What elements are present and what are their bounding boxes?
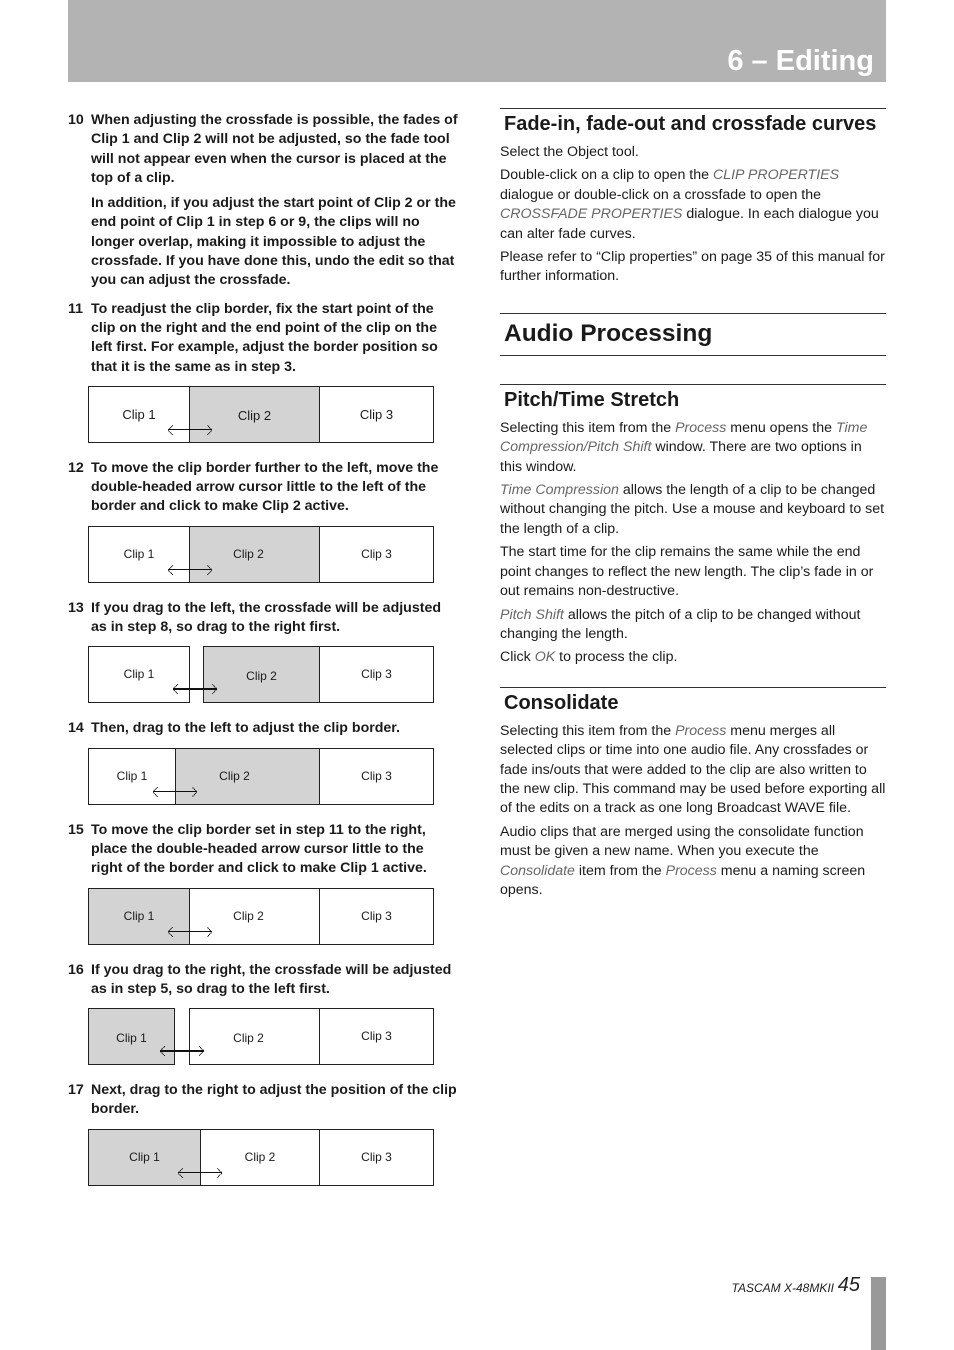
pitch-shift-term: Pitch Shift [500, 606, 564, 623]
text-run: dialogue or double-click on a crossfade to open the [500, 186, 822, 203]
double-arrow-cursor-icon [168, 927, 212, 937]
clip-diagram-step-12 [88, 526, 433, 583]
clip-2-box [189, 1008, 320, 1065]
clip-label: Clip 2 [233, 908, 264, 923]
page-number: 45 [837, 1274, 860, 1296]
text-run: menu merges all selected clips or time into one audio file. Any crossfades or fade ins/outs that were added to the clip are also written to the new clip. This command may be used before exporting all of the edits on a track as one long Broadcast WAVE file. [500, 722, 886, 817]
clip-label: Clip 2 [233, 546, 264, 561]
clip-3-box [319, 646, 434, 703]
step-13 [68, 599, 458, 638]
clip-label: Clip 1 [116, 1031, 147, 1046]
footer-tab-bar [871, 1277, 886, 1350]
step-number: 12 [68, 459, 84, 476]
clip-3-box [319, 1008, 434, 1065]
clip-diagram-step-15 [88, 888, 433, 945]
step-number: 17 [68, 1082, 84, 1099]
consolidate-paragraph-2 [500, 823, 886, 901]
clip-3-box [319, 386, 434, 443]
footer-brand: TASCAM X-48MKII [731, 1281, 834, 1295]
clip-label: Clip 1 [129, 1149, 160, 1164]
step-text: When adjusting the crossfade is possible, the fades of Clip 1 and Clip 2 will not be adjusted, so the fade tool will not appear even when the cursor is placed at the top of a clip. [91, 112, 458, 186]
step-text: Next, drag to the right to adjust the position of the clip border. [91, 1082, 457, 1118]
step-14 [68, 719, 458, 738]
double-arrow-cursor-icon [173, 684, 217, 694]
pitch-paragraph-4 [500, 606, 886, 645]
step-15 [68, 821, 458, 879]
text-run: Double-click on a clip to open the [500, 167, 713, 184]
clip-label: Clip 1 [123, 546, 155, 561]
fade-paragraph-2 [500, 166, 886, 244]
step-12 [68, 459, 458, 517]
section-heading-fade-curves: Fade-in, fade-out and crossfade curves [500, 108, 886, 135]
time-compression-window-term: Time Compression/Pitch Shift [500, 419, 868, 456]
clip-1-box [88, 1008, 175, 1065]
process-menu-term: Process [675, 419, 727, 436]
chapter-title: 6 – Editing [727, 45, 874, 77]
clip-diagram-step-13 [88, 646, 433, 703]
clip-label: Clip 3 [361, 768, 392, 783]
time-compression-term: Time Compression [500, 482, 619, 499]
clip-label: Clip 2 [233, 1031, 264, 1046]
clip-3-box [319, 748, 434, 805]
step-16 [68, 961, 458, 1000]
pitch-paragraph-5 [500, 648, 886, 667]
process-menu-term: Process [665, 862, 717, 879]
double-arrow-cursor-icon [160, 1046, 204, 1056]
step-number: 13 [68, 599, 84, 616]
double-arrow-cursor-icon [168, 425, 212, 435]
consolidate-paragraph-1 [500, 722, 886, 819]
text-run: Click [500, 649, 535, 666]
pitch-paragraph-1 [500, 419, 886, 477]
clip-label: Clip 3 [361, 546, 392, 561]
text-run: dialogue. In each dialogue you can alter fade curves. [500, 206, 879, 242]
clip-label: Clip 2 [244, 1149, 276, 1164]
clip-1-box [88, 646, 190, 703]
clip-properties-term: CLIP PROPERTIES [712, 167, 840, 184]
clip-label: Clip 2 [237, 407, 272, 423]
text-run: Selecting this item from the [500, 722, 676, 739]
text-run: window. There are two options in this window. [500, 439, 862, 475]
section-heading-consolidate: Consolidate [500, 687, 886, 714]
fade-paragraph-1: Select the Object tool. [500, 144, 639, 160]
double-arrow-cursor-icon [153, 787, 197, 797]
clip-label: Clip 3 [361, 1029, 392, 1044]
fade-paragraph-3: Please refer to “Clip properties” on page 35 of this manual for further information. [500, 249, 885, 285]
section-heading-audio-processing: Audio Processing [500, 313, 886, 356]
step-text: To move the clip border further to the left, move the double-headed arrow cursor little to the left of the border and click to make Clip 2 active. [91, 459, 439, 515]
step-text: If you drag to the right, the crossfade will be adjusted as in step 5, so drag to the left first. [91, 961, 452, 997]
step-17 [68, 1081, 458, 1120]
clip-3-box [319, 1129, 434, 1186]
clip-label: Clip 3 [361, 908, 392, 923]
step-10 [68, 111, 458, 291]
step-text: If you drag to the left, the crossfade will be adjusted as in step 8, so drag to the right first. [91, 599, 442, 636]
clip-label: Clip 1 [123, 667, 155, 682]
crossfade-properties-term: CROSSFADE PROPERTIES [500, 206, 683, 223]
text-run: allows the length of a clip to be changed without changing the pitch. Use a mouse and keyboard to set the length of a clip. [500, 482, 885, 537]
clip-diagram-step-16 [88, 1008, 433, 1065]
ok-term: OK [534, 649, 556, 666]
pitch-paragraph-2 [500, 481, 886, 539]
clip-label: Clip 2 [246, 669, 277, 684]
clip-diagram-step-11 [88, 386, 433, 443]
clip-label: Clip 3 [359, 406, 394, 422]
step-text: Then, drag to the left to adjust the clip border. [91, 720, 400, 737]
pitch-paragraph-3: The start time for the clip remains the same while the end point changes to reflect the new length. The clip’s fade in or out remains non-destructive. [500, 544, 874, 600]
step-number: 16 [68, 961, 84, 978]
process-menu-term: Process [675, 722, 727, 739]
step-number: 14 [68, 720, 84, 737]
step-number: 11 [68, 300, 83, 317]
clip-3-box [319, 888, 434, 945]
consolidate-term: Consolidate [500, 862, 575, 879]
text-run: to process the clip. [555, 649, 678, 666]
double-arrow-cursor-icon [178, 1168, 222, 1178]
right-column [500, 108, 886, 904]
clip-diagram-step-14 [88, 748, 433, 805]
clip-label: Clip 1 [122, 406, 156, 422]
text-run: allows the pitch of a clip to be changed without changing the length. [500, 606, 861, 642]
text-run: menu a naming screen opens. [500, 862, 866, 898]
clip-label: Clip 2 [219, 768, 250, 783]
step-number: 15 [68, 821, 84, 838]
clip-diagram-step-17 [88, 1129, 433, 1186]
step-text: To move the clip border set in step 11 to the right, place the double-headed arrow cursor little to the right of the border and click to make Clip 1 active. [91, 821, 427, 877]
clip-2-box [203, 646, 320, 703]
text-run: Audio clips that are merged using the consolidate function must be given a new name. When you execute the [500, 823, 864, 860]
section-heading-pitch-time: Pitch/Time Stretch [500, 384, 886, 411]
step-number: 10 [68, 112, 84, 128]
clip-label: Clip 3 [361, 667, 392, 682]
step-text-continued: In addition, if you adjust the start point of Clip 2 or the end point of Clip 1 in step 6 or 9, the clips will no longer overlap, making it impossible to adjust the crossfade. If you have done this, undo the edit so that you can adjust the crossfade. [91, 195, 456, 289]
clip-label: Clip 3 [361, 1149, 392, 1164]
clip-3-box [319, 526, 434, 583]
clip-label: Clip 1 [116, 768, 148, 783]
clip-label: Clip 1 [123, 908, 155, 923]
page-header-band [68, 0, 886, 82]
step-text: To readjust the clip border, fix the start point of the clip on the right and the end point of the clip on the left first. For example, adjust the border position so that it is the same as in step 3. [91, 300, 438, 375]
text-run: Selecting this item from the [500, 419, 676, 436]
step-11 [68, 300, 458, 377]
left-column [68, 111, 458, 1202]
double-arrow-cursor-icon [168, 565, 212, 575]
text-run: item from the [574, 862, 666, 879]
text-run: menu opens the [726, 419, 836, 436]
